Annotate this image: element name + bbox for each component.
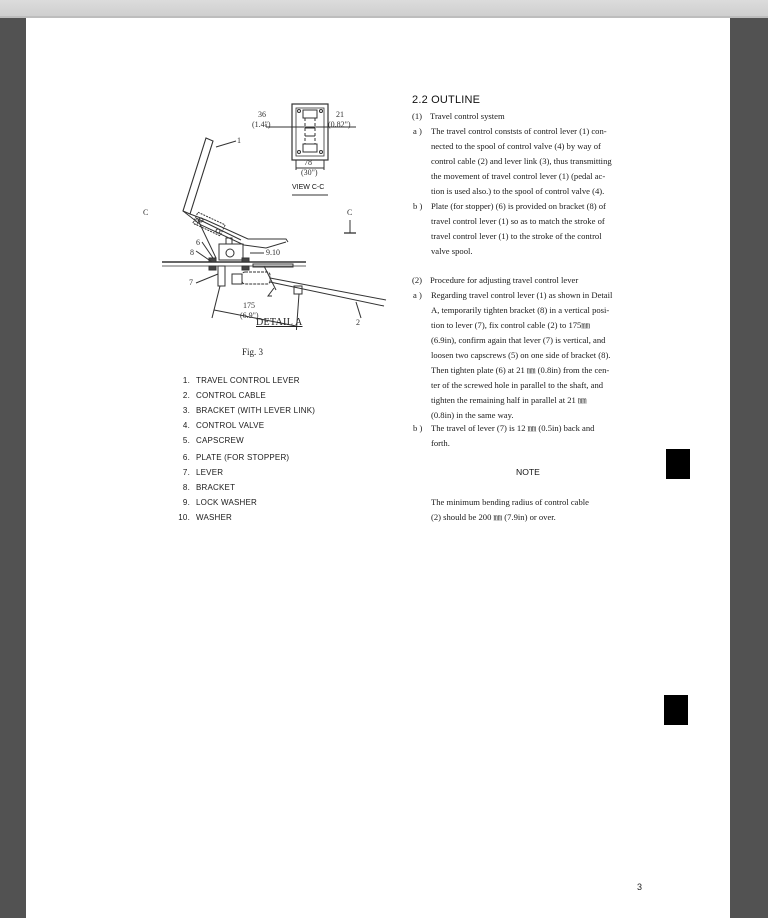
page-number: 3 bbox=[637, 882, 643, 892]
note-title: NOTE bbox=[516, 467, 540, 477]
dim-36-in: (1.4") bbox=[252, 120, 271, 129]
callout-9-10: 9.10 bbox=[266, 248, 280, 257]
view-c-c-title: VIEW C-C bbox=[292, 184, 325, 191]
lever-assembly-diagram bbox=[156, 100, 396, 330]
legend-item: 1. TRAVEL CONTROL LEVER bbox=[182, 376, 300, 385]
section-marker-right: C bbox=[347, 208, 353, 217]
figure-caption: Fig. 3 bbox=[242, 347, 264, 357]
legend-item: 8. BRACKET bbox=[182, 483, 236, 492]
callout-5: 5 bbox=[194, 218, 198, 227]
section-title: 2.2 OUTLINE bbox=[412, 94, 481, 106]
dim-175-in: (6.9") bbox=[240, 311, 259, 320]
subsection-2-marker: (2) bbox=[412, 275, 423, 285]
callout-1: 1 bbox=[237, 136, 241, 145]
detail-a-title: DETAIL A bbox=[256, 317, 303, 328]
subsection-1-title: Travel control system bbox=[430, 111, 505, 121]
dim-21-in: (0.82") bbox=[328, 120, 351, 129]
item-marker-2b: b ) bbox=[413, 423, 423, 433]
dim-78-in: (30") bbox=[301, 168, 318, 177]
legend-item: 9. LOCK WASHER bbox=[182, 498, 258, 507]
section-marker-left: C bbox=[143, 208, 149, 217]
paragraph-2a: Regarding travel control lever (1) as shown in Detail A, temporarily tighten bracket (8) in a vertical posi- tion to lever (7), fix control cable (2) to 175㎜ (6.9in), confirm again that lever (7) is vertical, and loosen two capscrews (5) on one side of bracket (8). Then tighten plate (6) at 21 ㎜ (0.8in) from the cen- ter of the screwed hole in parallel to the shaft, and tighten the remaining half in parallel at 21 ㎜ (0.8in) in the same way. bbox=[431, 290, 613, 420]
paragraph-2b: The travel of lever (7) is 12 ㎜ (0.5in) back and forth. bbox=[431, 423, 595, 448]
dim-78: 78 bbox=[304, 158, 312, 167]
legend-item: 2. CONTROL CABLE bbox=[182, 391, 266, 400]
paragraph-1b: Plate (for stopper) (6) is provided on bracket (8) of travel control lever (1) so as to match the stroke of travel control lever (1) to the stroke of the control valve spool. bbox=[431, 201, 606, 256]
legend-item: 7. LEVER bbox=[182, 468, 224, 477]
item-marker-1a: a ) bbox=[413, 126, 422, 136]
document-page bbox=[26, 18, 730, 918]
item-marker-2a: a ) bbox=[413, 290, 422, 300]
legend-item: 3. BRACKET (WITH LEVER LINK) bbox=[182, 406, 316, 415]
callout-6: 6 bbox=[196, 238, 200, 247]
subsection-2-title: Procedure for adjusting travel control lever bbox=[430, 275, 579, 285]
subsection-1-marker: (1) bbox=[412, 111, 423, 121]
paragraph-1a: The travel control conststs of control lever (1) con- nected to the spool of control valve (4) by way of control cable (2) and lever link (3), thus transmitting the movement of travel control lever (1) (pedal ac- tion is used also.) to the spool of control valve (4). bbox=[431, 126, 612, 196]
legend-item: 5. CAPSCREW bbox=[182, 436, 244, 445]
viewer-toolbar bbox=[0, 0, 768, 18]
dim-21: 21 bbox=[336, 110, 344, 119]
callout-8: 8 bbox=[190, 248, 194, 257]
thumb-index-tab bbox=[666, 449, 690, 479]
dim-36: 36 bbox=[258, 110, 266, 119]
figure-drawing bbox=[143, 100, 396, 330]
callout-7: 7 bbox=[189, 278, 193, 287]
legend-item: 6. PLATE (FOR STOPPER) bbox=[182, 453, 290, 462]
parts-legend bbox=[166, 376, 396, 546]
note-text: The minimum bending radius of control cable (2) should be 200 ㎜ (7.9in) or over. bbox=[431, 497, 589, 522]
callout-2: 2 bbox=[356, 318, 360, 327]
thumb-index-tab bbox=[664, 695, 688, 725]
legend-item: 10. WASHER bbox=[178, 513, 233, 522]
legend-item: 4. CONTROL VALVE bbox=[182, 421, 265, 430]
item-marker-1b: b ) bbox=[413, 201, 423, 211]
dim-175: 175 bbox=[243, 301, 255, 310]
